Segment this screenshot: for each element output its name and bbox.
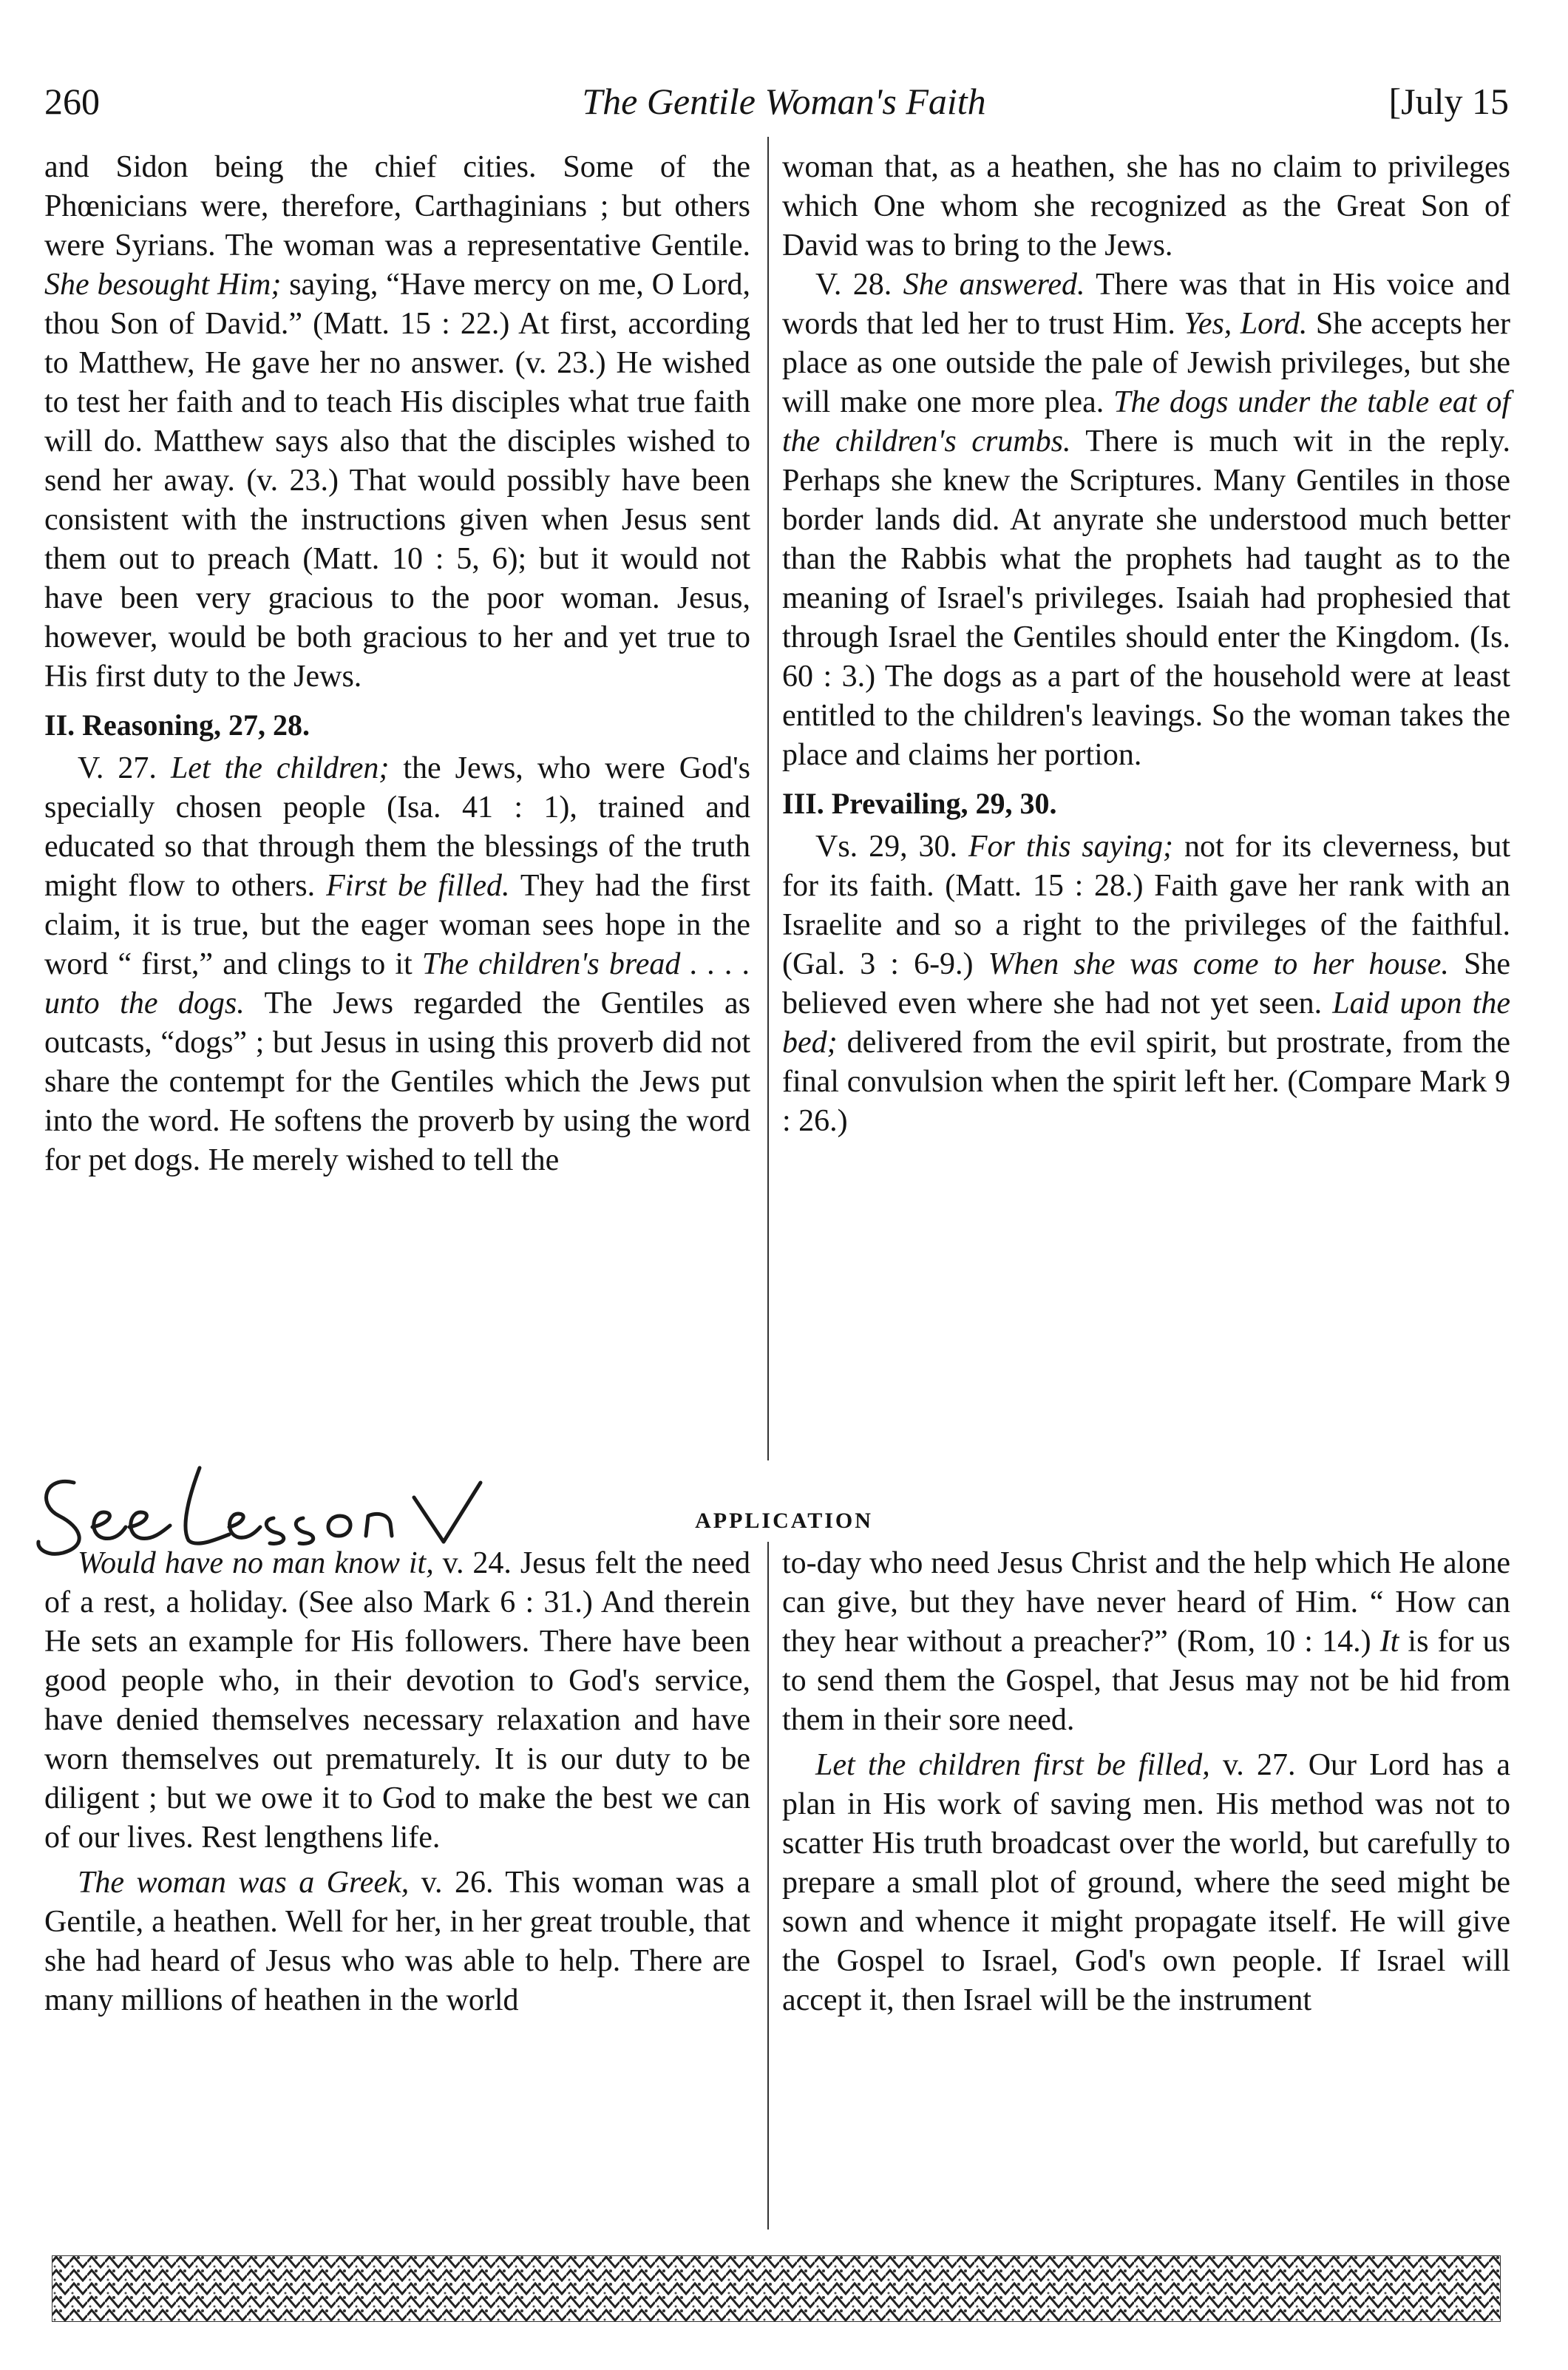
page-number: 260: [44, 81, 100, 122]
lower-left-paragraph-1: Would have no man know it, v. 24. Jesus felt the need of a rest, a holiday. (See also Mark 6 : 31.) And therein He sets an example for His followers. There have been good people who, in their devotion to God's service, have denied themselves necessary relaxation and have worn themselves out prematurely. It is our duty to be diligent ; but we owe it to God to make the best we can of our lives. Rest lengthens life.: [44, 1546, 750, 1855]
section-heading-reasoning: II. Reasoning, 27, 28.: [44, 708, 310, 742]
upper-right-paragraph-1: woman that, as a heathen, she has no claim to privileges which One whom she recognized as the Great Son of David was to bring to the Jews.: [782, 150, 1510, 263]
upper-right-paragraph-2: V. 28. She answered. There was that in His voice and words that led her to trust Him. Yes, Lord. She accepts her place as one outside the pale of Jewish privileges, but she will make one more plea. The dogs under the table eat of the children's crumbs. There is much wit in the reply. Perhaps she knew the Scriptures. Many Gentiles in those border lands did. At anyrate she understood much better than the Rabbis what the prophets had taught as to the meaning of Israel's privileges. Isaiah had prophesied that through Israel the Gentiles should enter the Kingdom. (Is. 60 : 3.) The dogs as a part of the household were at least entitled to the children's leavings. So the woman takes the place and claims her portion.: [782, 268, 1510, 772]
decorative-ornament-band: [52, 2255, 1501, 2322]
upper-left-paragraph-1: and Sidon being the chief cities. Some of the Phœnicians were, therefore, Carthaginians ; but others were Syrians. The woman was a representative Gentile. She besought Him; saying, “Have mercy on me, O Lord, thou Son of David.” (Matt. 15 : 22.) At first, according to Matthew, He gave her no answer. (v. 23.) He wished to test her faith and to teach His disciples what true faith will do. Matthew says also that the disciples wished to send her away. (v. 23.) That would possibly have been consistent with the instructions given when Jesus sent them out to preach (Matt. 10 : 5, 6); but it would not have been very gracious to the poor woman. Jesus, however, would be both gracious to her and yet true to His first duty to the Jews.: [44, 150, 750, 694]
header-date: [July 15: [1388, 81, 1509, 122]
running-title: The Gentile Woman's Faith: [582, 81, 986, 122]
upper-right-column: [782, 148, 1510, 1141]
application-heading: APPLICATION: [695, 1509, 873, 1533]
page-header: [0, 0, 1568, 140]
lower-right-paragraph-2: Let the children first be filled, v. 27. Our Lord has a plan in His work of saving men. His method was not to scatter His truth broadcast over the world, but carefully to prepare a small plot of ground, where the seed might be sown and whence it might propagate itself. He will give the Gospel to Israel, God's own people. If Israel will accept it, then Israel will be the instrument: [782, 1748, 1511, 2017]
lower-right-column: [782, 1544, 1510, 2020]
section-heading-prevailing: III. Prevailing, 29, 30.: [782, 787, 1057, 820]
lower-column-divider: [767, 1542, 769, 2230]
lower-right-paragraph-1: to-day who need Jesus Christ and the help which He alone can give, but they have never heard of Him. “ How can they hear without a preacher?” (Rom, 10 : 14.) It is for us to send them the Gospel, that Jesus may not be hid from them in their sore need.: [782, 1546, 1510, 1737]
upper-right-paragraph-3: Vs. 29, 30. For this saying; not for its cleverness, but for its faith. (Matt. 15 : 28.) Faith gave her rank with an Israelite and so a right to the privileges of the faithful. (Gal. 3 : 6-9.) When she was come to her house. She believed even where she had not yet seen. Laid upon the bed; delivered from the evil spirit, but prostrate, from the final convulsion when the spirit left her. (Compare Mark 9 : 26.): [782, 830, 1510, 1138]
upper-left-column: [44, 148, 750, 1180]
upper-column-divider: [767, 137, 769, 1460]
upper-left-paragraph-2: V. 27. Let the children; the Jews, who were God's specially chosen people (Isa. 41 : 1), trained and educated so that through them the blessings of the truth might flow to others. First be filled. They had the first claim, it is true, but the eager woman sees hope in the word “ first,” and clings to it The children's bread . . . . unto the dogs. The Jews regarded the Gentiles as outcasts, “dogs” ; but Jesus in using this proverb did not share the contempt for the Gentiles which the Jews put into the word. He softens the proverb by using the word for pet dogs. He merely wished to tell the: [44, 751, 751, 1177]
lower-left-column: [44, 1544, 750, 2020]
lower-left-paragraph-2: The woman was a Greek, v. 26. This woman was a Gentile, a heathen. Well for her, in her great trouble, that she had heard of Jesus who was able to help. There are many millions of heathen in the world: [44, 1866, 750, 2017]
